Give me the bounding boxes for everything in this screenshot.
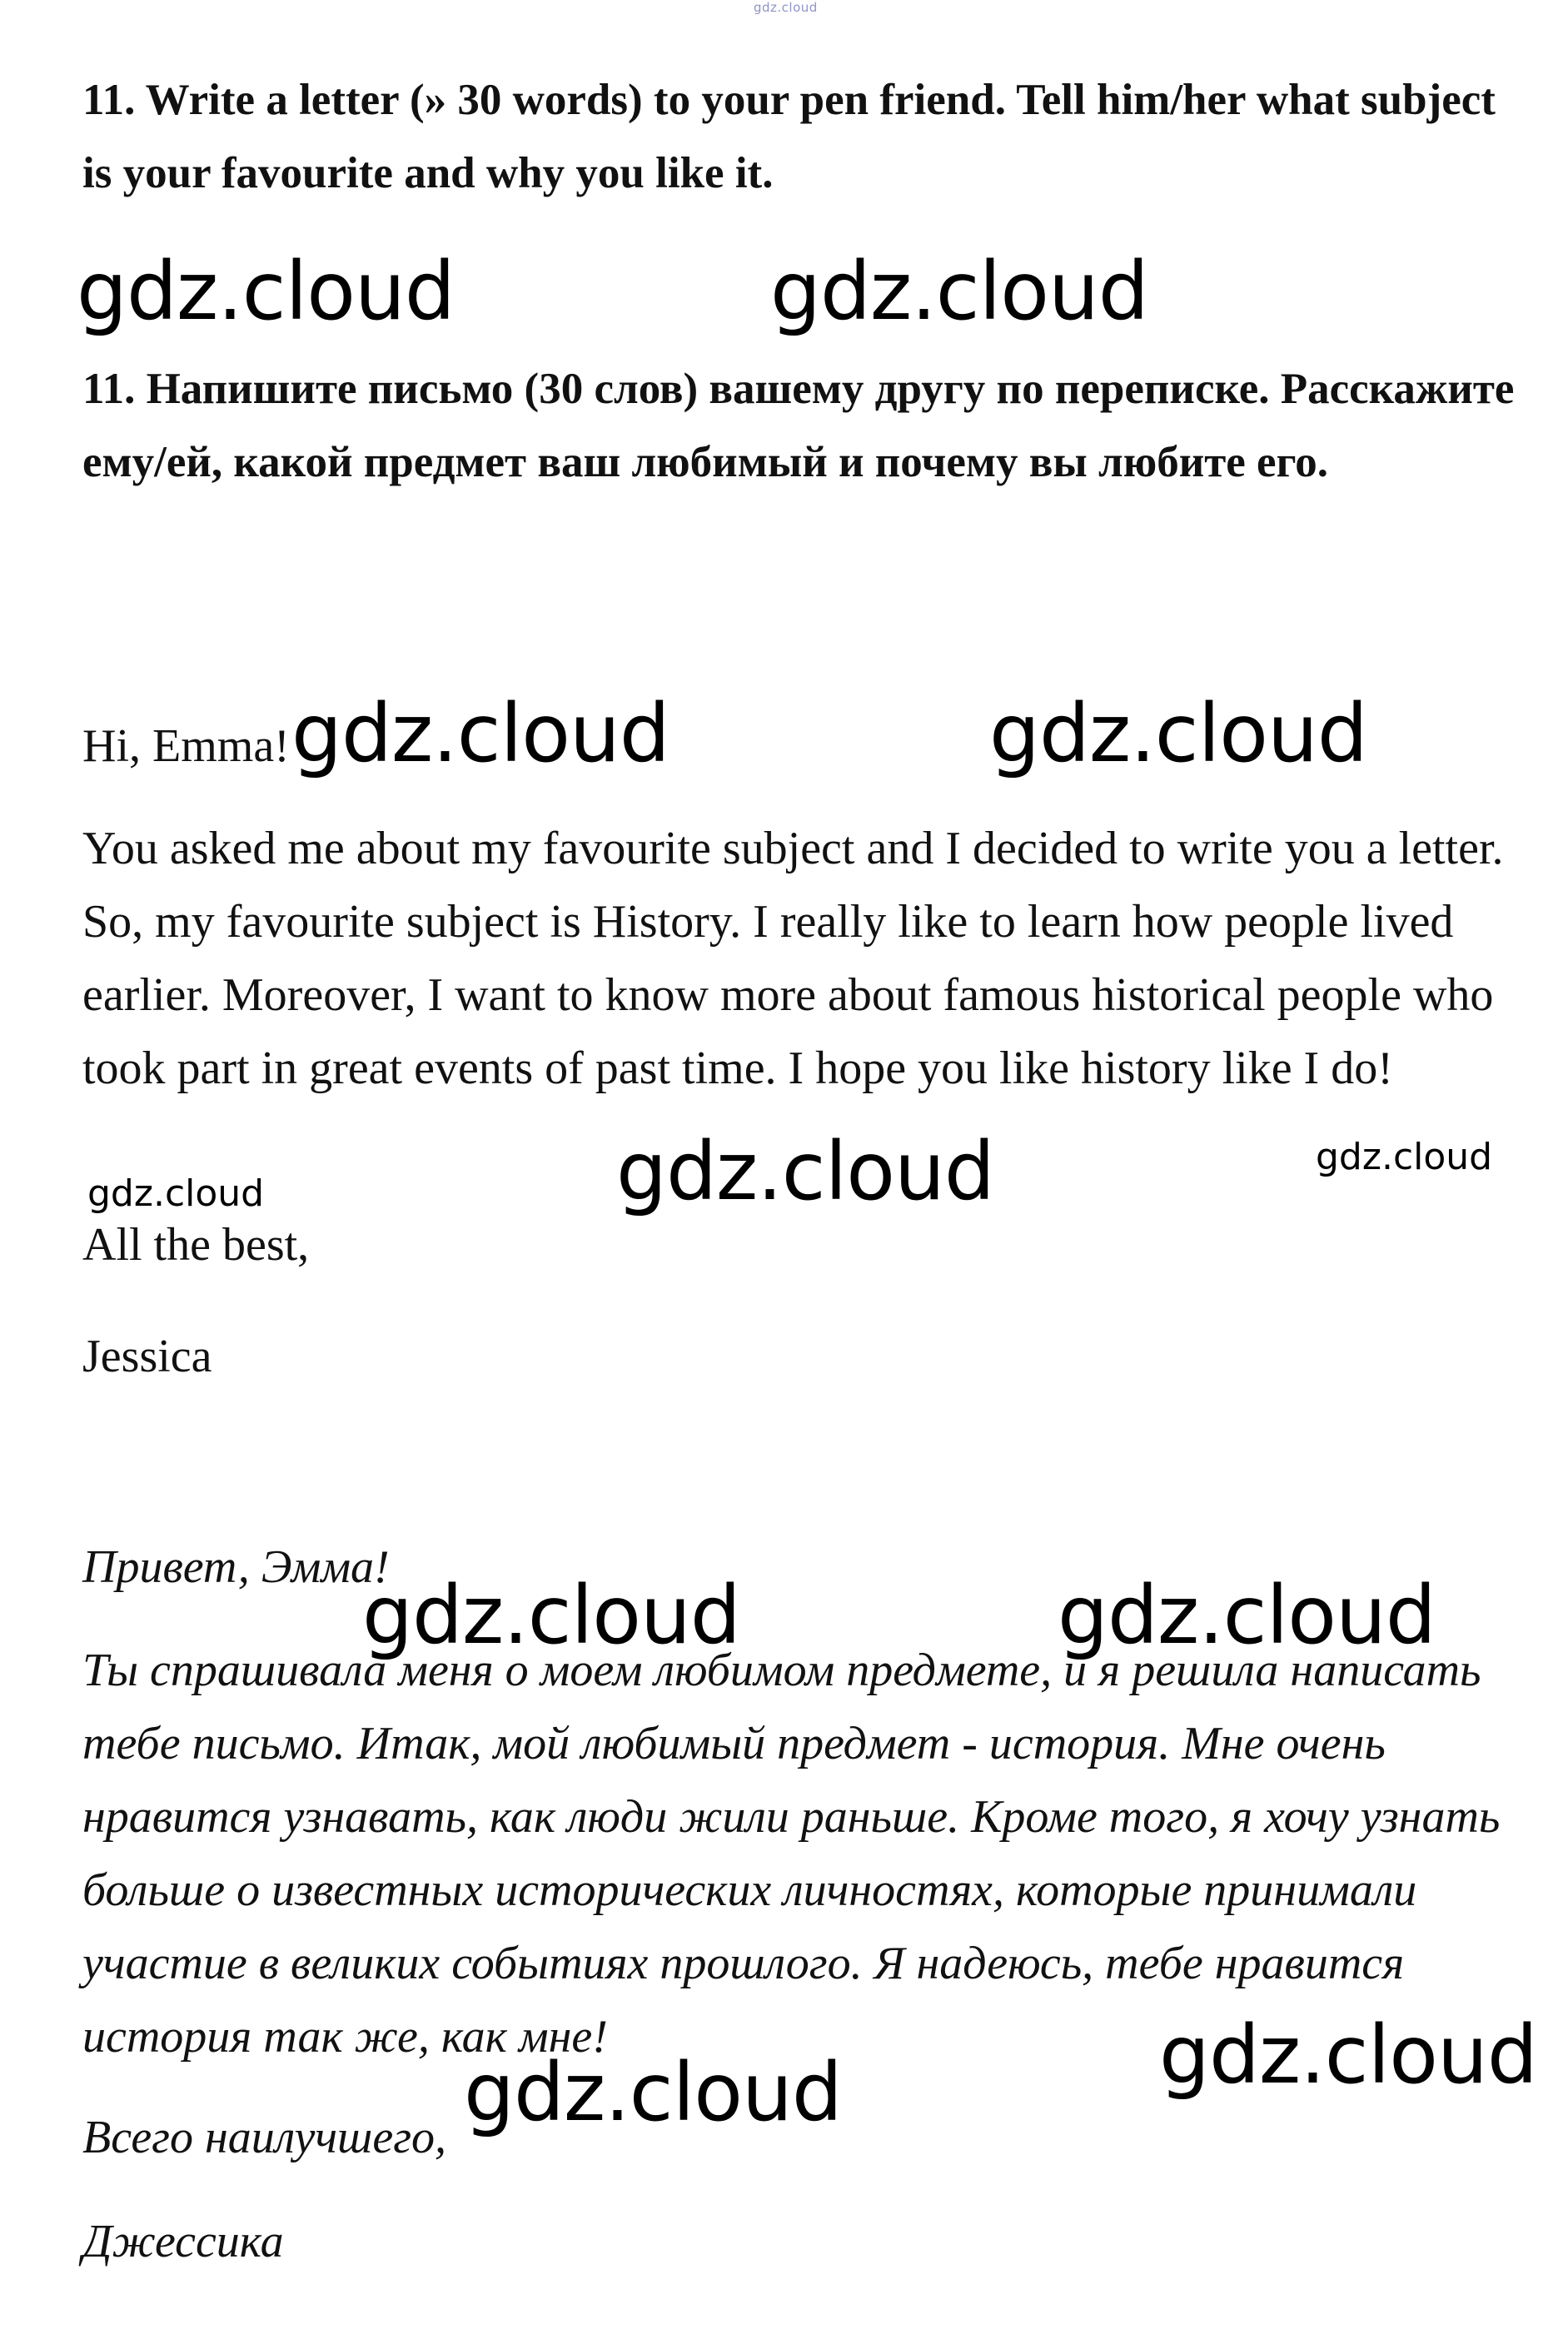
letter-en-signature: Jessica xyxy=(82,1331,212,1382)
letter-en-greeting: Hi, Emma! xyxy=(82,720,290,772)
watermark: gdz.cloud xyxy=(87,1172,265,1215)
letter-ru-closing: Всего наилучшего, xyxy=(82,2112,447,2163)
top-watermark: gdz.cloud xyxy=(754,0,818,15)
task-english: 11. Write a letter (» 30 words) to your pen friend. Tell him/her what subject is your favourite and why you like it. xyxy=(82,76,1496,197)
letter-en-body: You asked me about my favourite subject and I decided to write you a letter. So, my favourite subject is History. I really like to learn how people lived earlier. Moreover, I want to know more about famous historical people who took part in great events of past time. I hope you like history like I do! xyxy=(82,823,1504,1094)
watermark: gdz.cloud xyxy=(291,687,670,780)
task-russian: 11. Напишите письмо (30 слов) вашему другу по переписке. Расскажите ему/ей, какой предмет ваш любимый и почему вы любите его. xyxy=(82,365,1515,486)
watermark: gdz.cloud xyxy=(77,245,455,338)
watermark: gdz.cloud xyxy=(1058,1569,1436,1662)
watermark: gdz.cloud xyxy=(464,2046,842,2139)
watermark: gdz.cloud xyxy=(989,687,1367,780)
watermark: gdz.cloud xyxy=(1159,2008,1537,2102)
letter-ru-body: Ты спрашивала меня о моем любимом предмете, и я решила написать тебе письмо. Итак, мой любимый предмет - история. Мне очень нравится узнавать, как люди жили раньше. Кроме того, я хочу узнать больше о известных исторических личностях, которые принимали участие в великих событиях прошлого. Я надеюсь, тебе нравится история так же, как мне! xyxy=(82,1645,1501,2063)
watermark: gdz.cloud xyxy=(1316,1136,1493,1178)
letter-ru-greeting: Привет, Эмма! xyxy=(82,1541,390,1593)
letter-en-closing: All the best, xyxy=(82,1219,310,1271)
watermark: gdz.cloud xyxy=(770,245,1148,338)
watermark: gdz.cloud xyxy=(616,1125,994,1218)
letter-ru-signature: Джессика xyxy=(82,2216,284,2267)
watermark: gdz.cloud xyxy=(362,1569,740,1662)
